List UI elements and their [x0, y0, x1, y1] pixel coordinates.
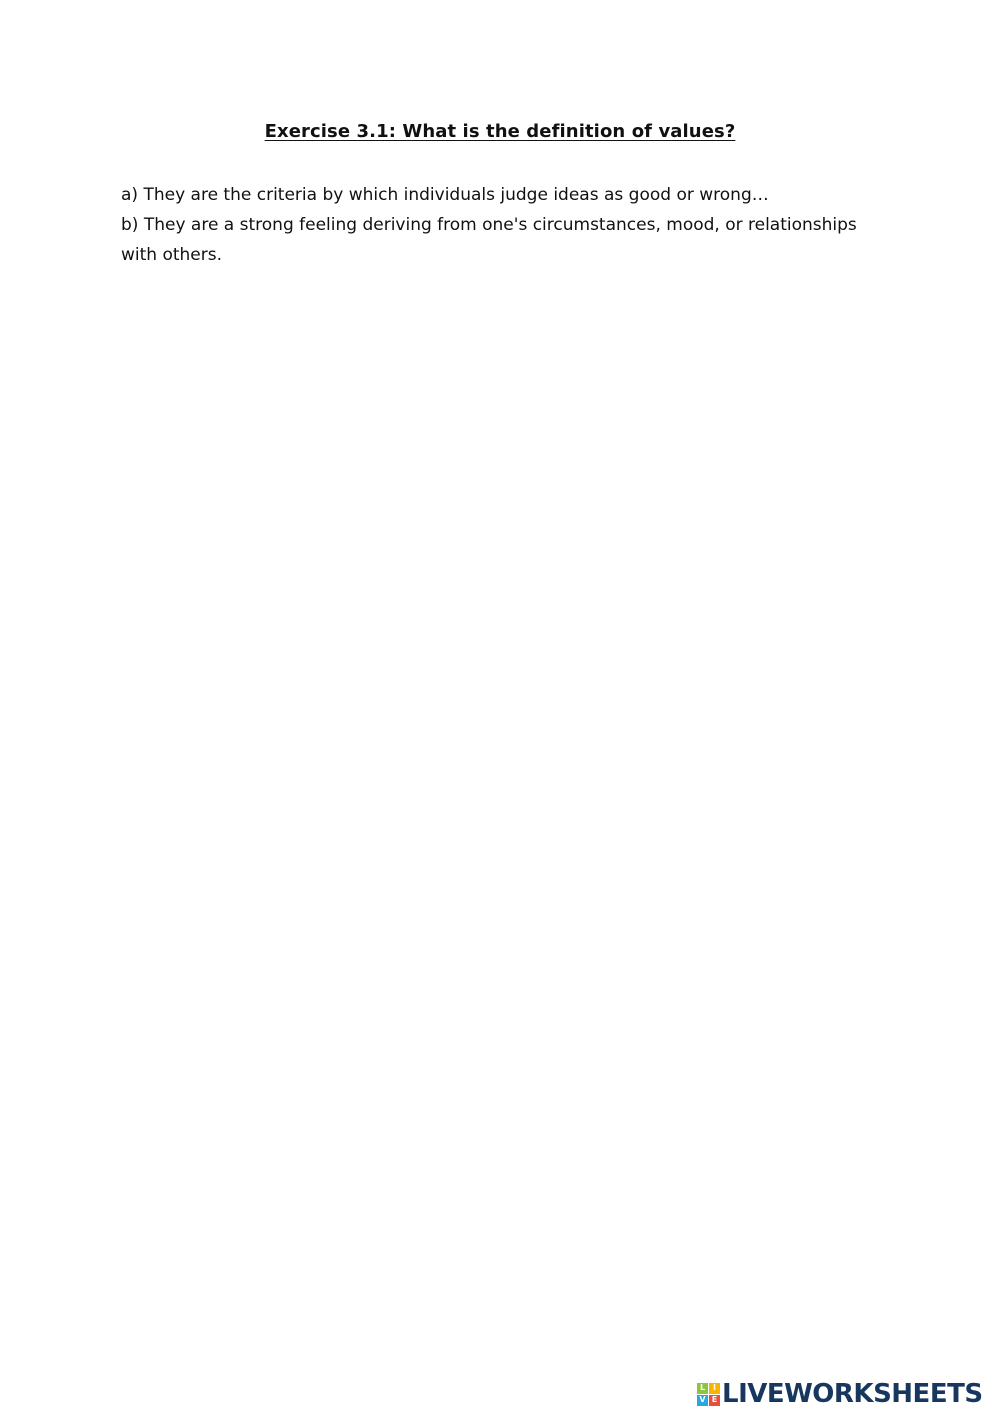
logo-letter-v: V: [697, 1395, 708, 1406]
option-a: [121, 180, 881, 210]
option-b: [121, 210, 881, 270]
option-b-text-line-2: with others.: [121, 245, 223, 265]
option-a-text: a) They are the criteria by which individuals judge ideas as good or wrong…: [121, 185, 769, 205]
logo-letter-l: L: [697, 1383, 708, 1394]
logo-mark-icon: [697, 1383, 720, 1406]
liveworksheets-logo: [697, 1379, 983, 1409]
logo-letter-e: E: [709, 1395, 720, 1406]
answer-options: [121, 180, 881, 270]
exercise-title: Exercise 3.1: What is the definition of values?: [264, 121, 736, 142]
option-b-text-line-1: b) They are a strong feeling deriving from one's circumstances, mood, or relationships: [121, 215, 857, 235]
logo-letter-i: I: [709, 1383, 720, 1394]
logo-wordmark: LIVEWORKSHEETS: [722, 1379, 983, 1409]
